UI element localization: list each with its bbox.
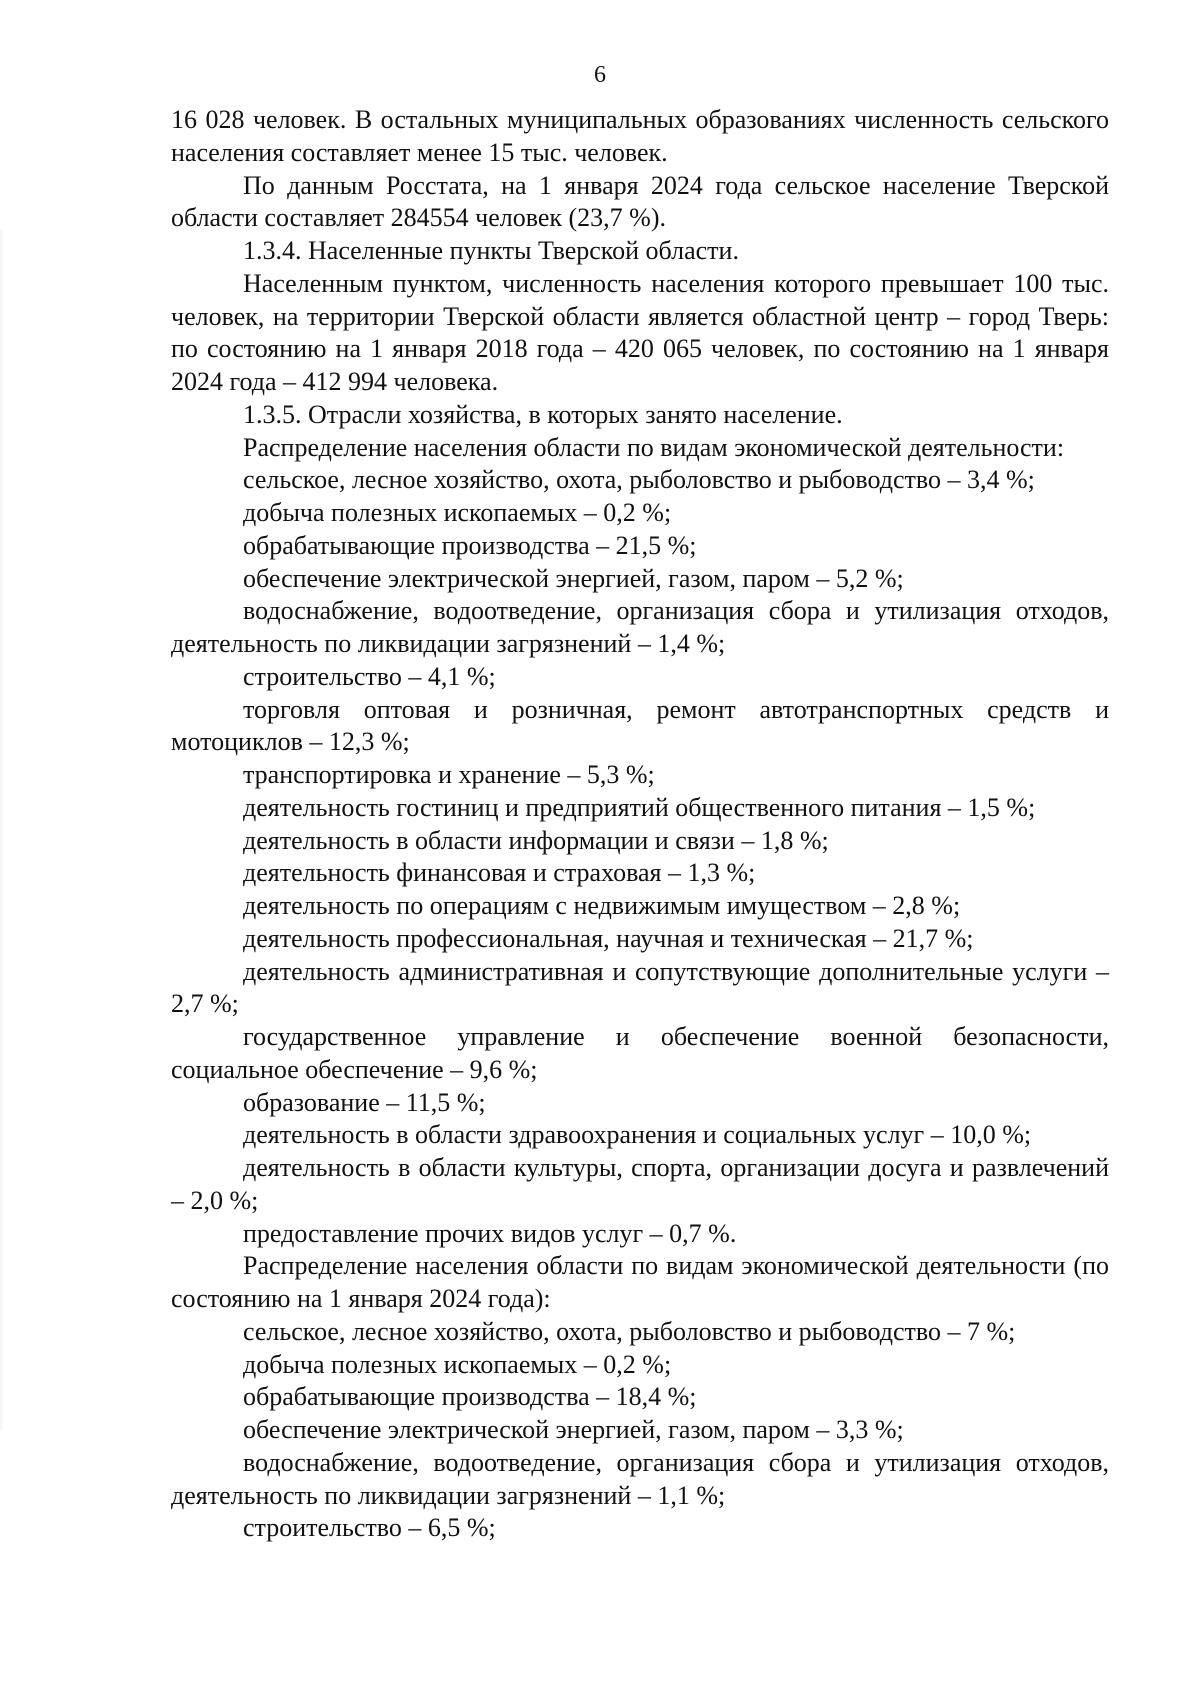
paragraph: деятельность административная и сопутствующие дополнительные услуги – 2,7 %; (171, 956, 1109, 1019)
paragraph: строительство – 6,5 %; (243, 1513, 496, 1543)
paragraph: образование – 11,5 %; (243, 1087, 486, 1117)
paragraph: обрабатывающие производства – 21,5 %; (243, 530, 697, 560)
paragraph: 1.3.4. Населенные пункты Тверской области. (243, 236, 739, 265)
paragraph: деятельность финансовая и страховая – 1,3 %; (243, 858, 756, 888)
paragraph: транспортировка и хранение – 5,3 %; (243, 760, 655, 789)
paragraph: деятельность по операциям с недвижимым имуществом – 2,8 %; (243, 891, 961, 920)
paragraph: Населенным пунктом, численность населения которого превышает 100 тыс. человек, на территории Тверской области является областной центр – город Тверь: по состоянию на 1 января 2018 года – 420 065 человек, по состоянию на 1 января 2024 года – 412 994 человека. (171, 268, 1109, 396)
paragraph: деятельность в области информации и связи – 1,8 %; (243, 825, 829, 855)
paragraph: 16 028 человек. В остальных муниципальных образованиях численность сельского населения составляет менее 15 тыс. человек. (171, 105, 1109, 167)
paragraph: сельское, лесное хозяйство, охота, рыболовство и рыбоводство – 3,4 %; (243, 465, 1035, 495)
paragraph: деятельность в области здравоохранения и социальных услуг – 10,0 %; (243, 1120, 1032, 1150)
scan-edge-shadow (0, 230, 4, 1430)
paragraph: водоснабжение, водоотведение, организация сбора и утилизация отходов, деятельность по ликвидации загрязнений – 1,4 %; (171, 596, 1109, 658)
body-text (171, 104, 1109, 1545)
paragraph: Распределение населения области по видам экономической деятельности (по состоянию на 1 января 2024 года): (171, 1251, 1109, 1313)
paragraph: строительство – 4,1 %; (243, 661, 496, 691)
paragraph: государственное управление и обеспечение военной безопасности, социальное обеспечение – 9,6 %; (171, 1022, 1109, 1084)
paragraph: водоснабжение, водоотведение, организация сбора и утилизация отходов, деятельность по ликвидации загрязнений – 1,1 %; (171, 1447, 1109, 1510)
paragraph: добыча полезных ископаемых – 0,2 %; (243, 498, 672, 527)
paragraph: предоставление прочих видов услуг – 0,7 %. (243, 1218, 737, 1248)
paragraph: обеспечение электрической энергией, газом, паром – 3,3 %; (243, 1415, 904, 1444)
paragraph: 1.3.5. Отрасли хозяйства, в которых занято население. (243, 399, 843, 429)
paragraph: сельское, лесное хозяйство, охота, рыболовство и рыбоводство – 7 %; (243, 1316, 1016, 1346)
paragraph: обрабатывающие производства – 18,4 %; (243, 1382, 697, 1412)
paragraph: деятельность в области культуры, спорта, организации досуга и развлечений – 2,0 %; (171, 1153, 1109, 1215)
paragraph: деятельность гостиниц и предприятий общественного питания – 1,5 %; (243, 792, 1036, 822)
paragraph: торговля оптовая и розничная, ремонт автотранспортных средств и мотоциклов – 12,3 %; (171, 694, 1109, 757)
paragraph: добыча полезных ископаемых – 0,2 %; (243, 1349, 672, 1379)
paragraph: Распределение населения области по видам экономической деятельности: (243, 432, 1065, 462)
paragraph: обеспечение электрической энергией, газом, паром – 5,2 %; (243, 563, 904, 593)
page-number: 6 (594, 62, 606, 88)
paragraph: По данным Росстата, на 1 января 2024 года сельское население Тверской области составляет 284554 человек (23,7 %). (171, 170, 1109, 233)
paragraph: деятельность профессиональная, научная и техническая – 21,7 %; (243, 923, 974, 953)
